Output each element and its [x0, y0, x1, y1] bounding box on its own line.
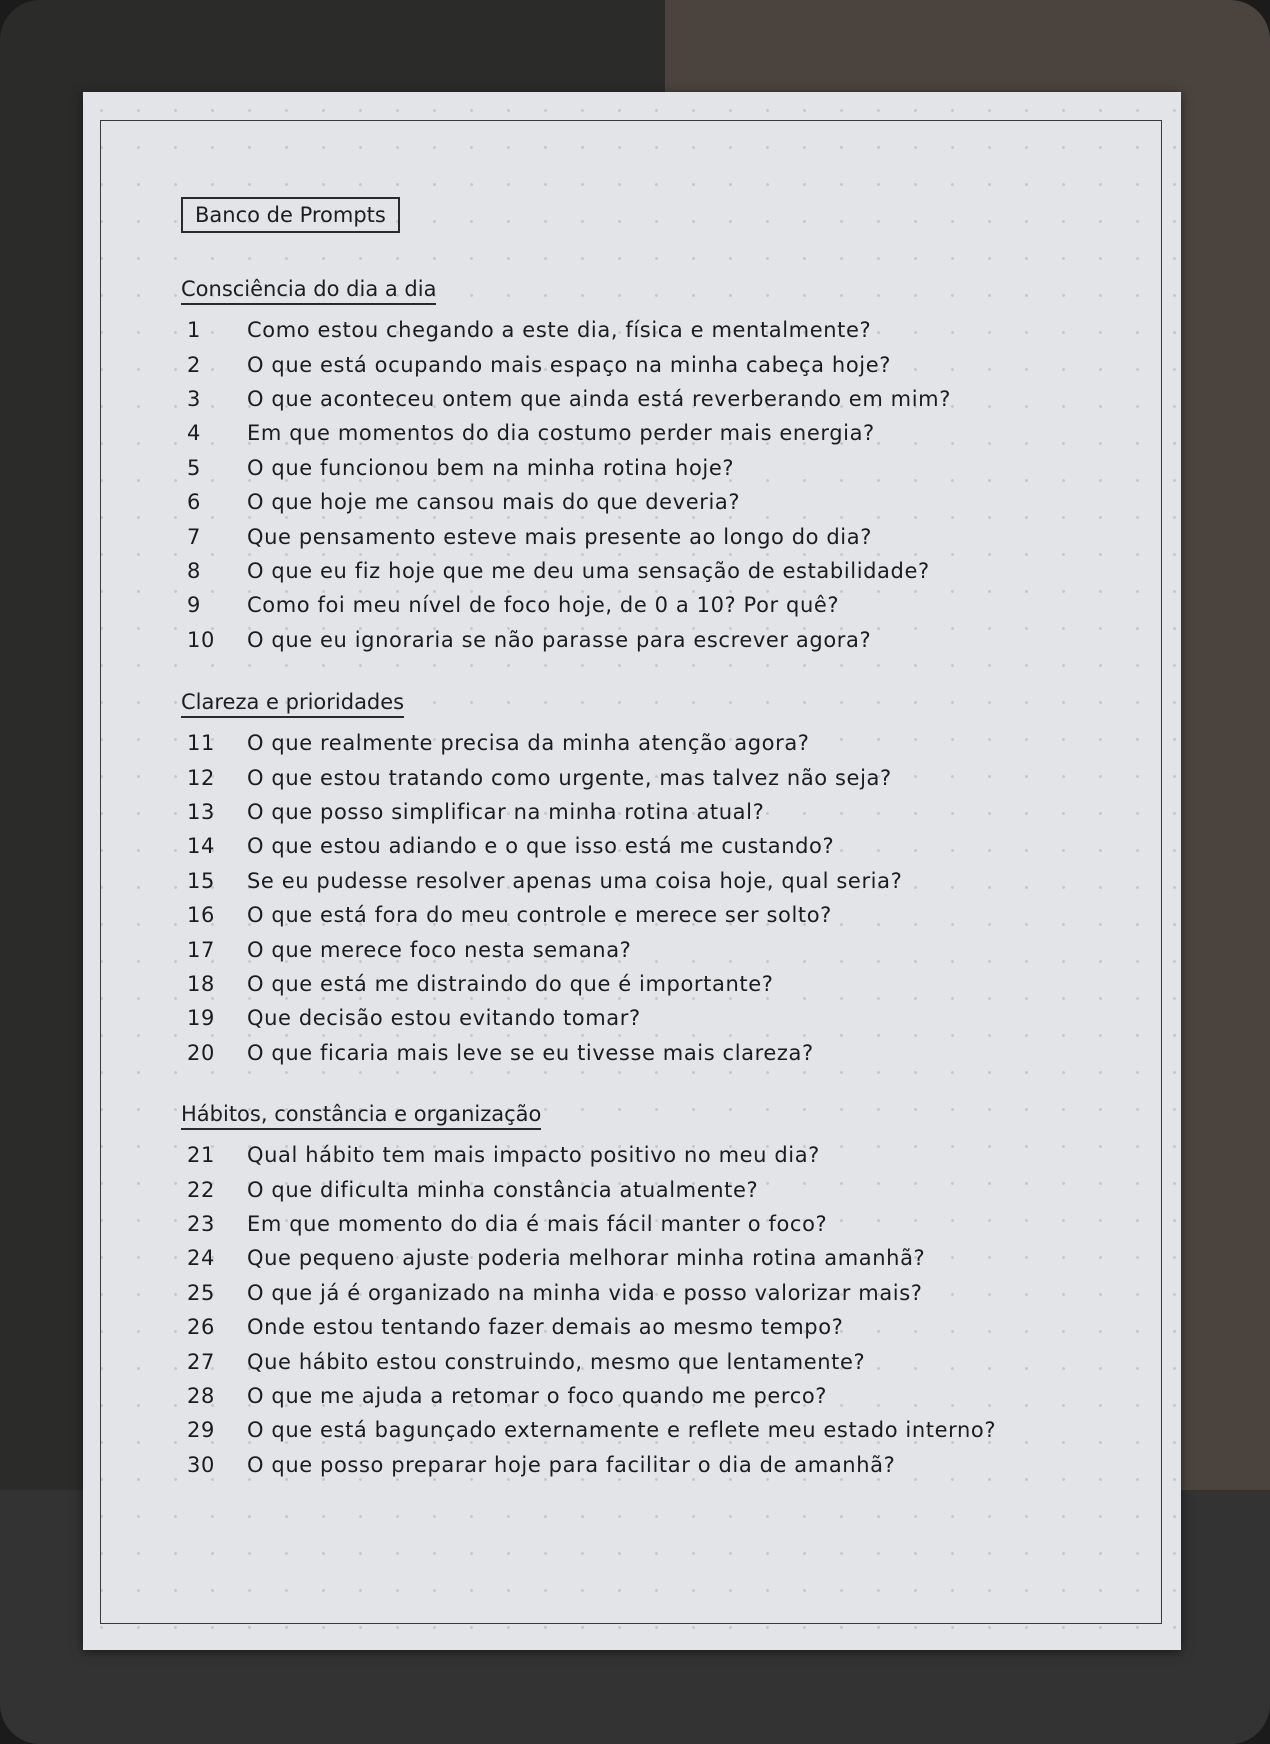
prompt-number: 1 [187, 318, 201, 343]
prompt-number: 13 [187, 799, 215, 824]
prompt-item [181, 1001, 902, 1035]
prompt-item [181, 760, 902, 794]
prompt-item [181, 1344, 996, 1378]
prompt-text: O que posso simplificar na minha rotina atual? [247, 799, 765, 824]
prompt-number: 30 [187, 1452, 215, 1477]
prompt-text: O que estou adiando e o que isso está me custando? [247, 834, 835, 859]
prompt-item [181, 726, 902, 760]
prompt-item [181, 864, 902, 898]
section-habitos [181, 1102, 996, 1482]
prompt-number: 5 [187, 455, 201, 480]
prompt-text: O que dificulta minha constância atualmente? [247, 1177, 759, 1202]
prompt-text: Que pequeno ajuste poderia melhorar minha rotina amanhã? [247, 1246, 926, 1271]
prompt-item [181, 485, 951, 519]
section-heading: Consciência do dia a dia [181, 277, 436, 305]
prompt-text: Em que momento do dia é mais fácil manter o foco? [247, 1211, 828, 1236]
prompt-text: O que hoje me cansou mais do que deveria? [247, 490, 741, 515]
prompt-number: 2 [187, 352, 201, 377]
prompt-item [181, 932, 902, 966]
prompt-number: 9 [187, 593, 201, 618]
section-clareza [181, 690, 902, 1070]
prompt-number: 23 [187, 1211, 215, 1236]
prompt-item [181, 1241, 996, 1275]
prompt-item [181, 519, 951, 553]
prompt-text: O que já é organizado na minha vida e posso valorizar mais? [247, 1280, 923, 1305]
prompt-text: O que merece foco nesta semana? [247, 937, 632, 962]
prompt-text: Que decisão estou evitando tomar? [247, 1006, 641, 1031]
prompt-item [181, 588, 951, 622]
prompt-item [181, 451, 951, 485]
page-title: Banco de Prompts [181, 197, 400, 233]
prompt-text: Como foi meu nível de foco hoje, de 0 a 10? Por quê? [247, 593, 840, 618]
prompt-item [181, 1379, 996, 1413]
prompt-text: O que está fora do meu controle e merece ser solto? [247, 903, 832, 928]
prompt-text: Onde estou tentando fazer demais ao mesmo tempo? [247, 1315, 844, 1340]
prompt-item [181, 1448, 996, 1482]
prompt-item [181, 554, 951, 588]
prompt-text: O que está ocupando mais espaço na minha cabeça hoje? [247, 352, 891, 377]
prompt-number: 19 [187, 1006, 215, 1031]
prompt-text: Como estou chegando a este dia, física e mentalmente? [247, 318, 872, 343]
prompt-text: O que está me distraindo do que é importante? [247, 971, 774, 996]
prompt-item [181, 347, 951, 381]
prompt-text: O que funcionou bem na minha rotina hoje? [247, 455, 735, 480]
prompt-number: 10 [187, 627, 215, 652]
section-heading: Clareza e prioridades [181, 690, 404, 718]
prompt-item [181, 623, 951, 657]
prompt-text: O que posso preparar hoje para facilitar o dia de amanhã? [247, 1452, 896, 1477]
prompt-number: 25 [187, 1280, 215, 1305]
prompt-text: O que ficaria mais leve se eu tivesse mais clareza? [247, 1040, 814, 1065]
prompt-text: O que realmente precisa da minha atenção agora? [247, 731, 810, 756]
prompt-number: 24 [187, 1246, 215, 1271]
prompt-number: 12 [187, 765, 215, 790]
prompt-number: 11 [187, 731, 215, 756]
prompt-number: 26 [187, 1315, 215, 1340]
prompt-number: 20 [187, 1040, 215, 1065]
prompt-item [181, 1413, 996, 1447]
section-consciencia [181, 277, 951, 657]
prompt-item [181, 1172, 996, 1206]
prompt-text: Qual hábito tem mais impacto positivo no meu dia? [247, 1143, 820, 1168]
prompt-number: 3 [187, 386, 201, 411]
prompt-number: 6 [187, 490, 201, 515]
prompt-number: 14 [187, 834, 215, 859]
prompt-number: 27 [187, 1349, 215, 1374]
prompt-item [181, 1036, 902, 1070]
prompt-text: O que eu ignoraria se não parasse para escrever agora? [247, 627, 872, 652]
section-heading: Hábitos, constância e organização [181, 1102, 541, 1130]
prompt-item [181, 1207, 996, 1241]
prompt-number: 28 [187, 1383, 215, 1408]
prompt-text: Que pensamento esteve mais presente ao longo do dia? [247, 524, 872, 549]
prompt-item [181, 1138, 996, 1172]
prompt-item [181, 1310, 996, 1344]
prompt-number: 18 [187, 971, 215, 996]
prompt-text: O que está bagunçado externamente e reflete meu estado interno? [247, 1418, 997, 1443]
prompt-text: O que me ajuda a retomar o foco quando me perco? [247, 1383, 828, 1408]
prompt-item [181, 829, 902, 863]
prompt-item [181, 967, 902, 1001]
prompt-number: 16 [187, 903, 215, 928]
prompt-text: O que estou tratando como urgente, mas talvez não seja? [247, 765, 892, 790]
prompt-text: O que eu fiz hoje que me deu uma sensação de estabilidade? [247, 558, 930, 583]
prompt-number: 15 [187, 868, 215, 893]
prompt-text: Que hábito estou construindo, mesmo que lentamente? [247, 1349, 866, 1374]
prompt-item [181, 382, 951, 416]
prompt-item [181, 313, 951, 347]
prompt-number: 17 [187, 937, 215, 962]
prompt-item [181, 416, 951, 450]
prompt-number: 29 [187, 1418, 215, 1443]
prompt-number: 22 [187, 1177, 215, 1202]
prompt-number: 7 [187, 524, 201, 549]
prompt-number: 21 [187, 1143, 215, 1168]
prompt-number: 4 [187, 421, 201, 446]
prompt-number: 8 [187, 558, 201, 583]
prompt-text: Em que momentos do dia costumo perder mais energia? [247, 421, 875, 446]
prompt-item [181, 795, 902, 829]
prompt-item [181, 1276, 996, 1310]
prompt-text: O que aconteceu ontem que ainda está reverberando em mim? [247, 386, 951, 411]
notebook-page [83, 92, 1181, 1650]
prompt-text: Se eu pudesse resolver apenas uma coisa hoje, qual seria? [247, 868, 903, 893]
prompt-item [181, 898, 902, 932]
